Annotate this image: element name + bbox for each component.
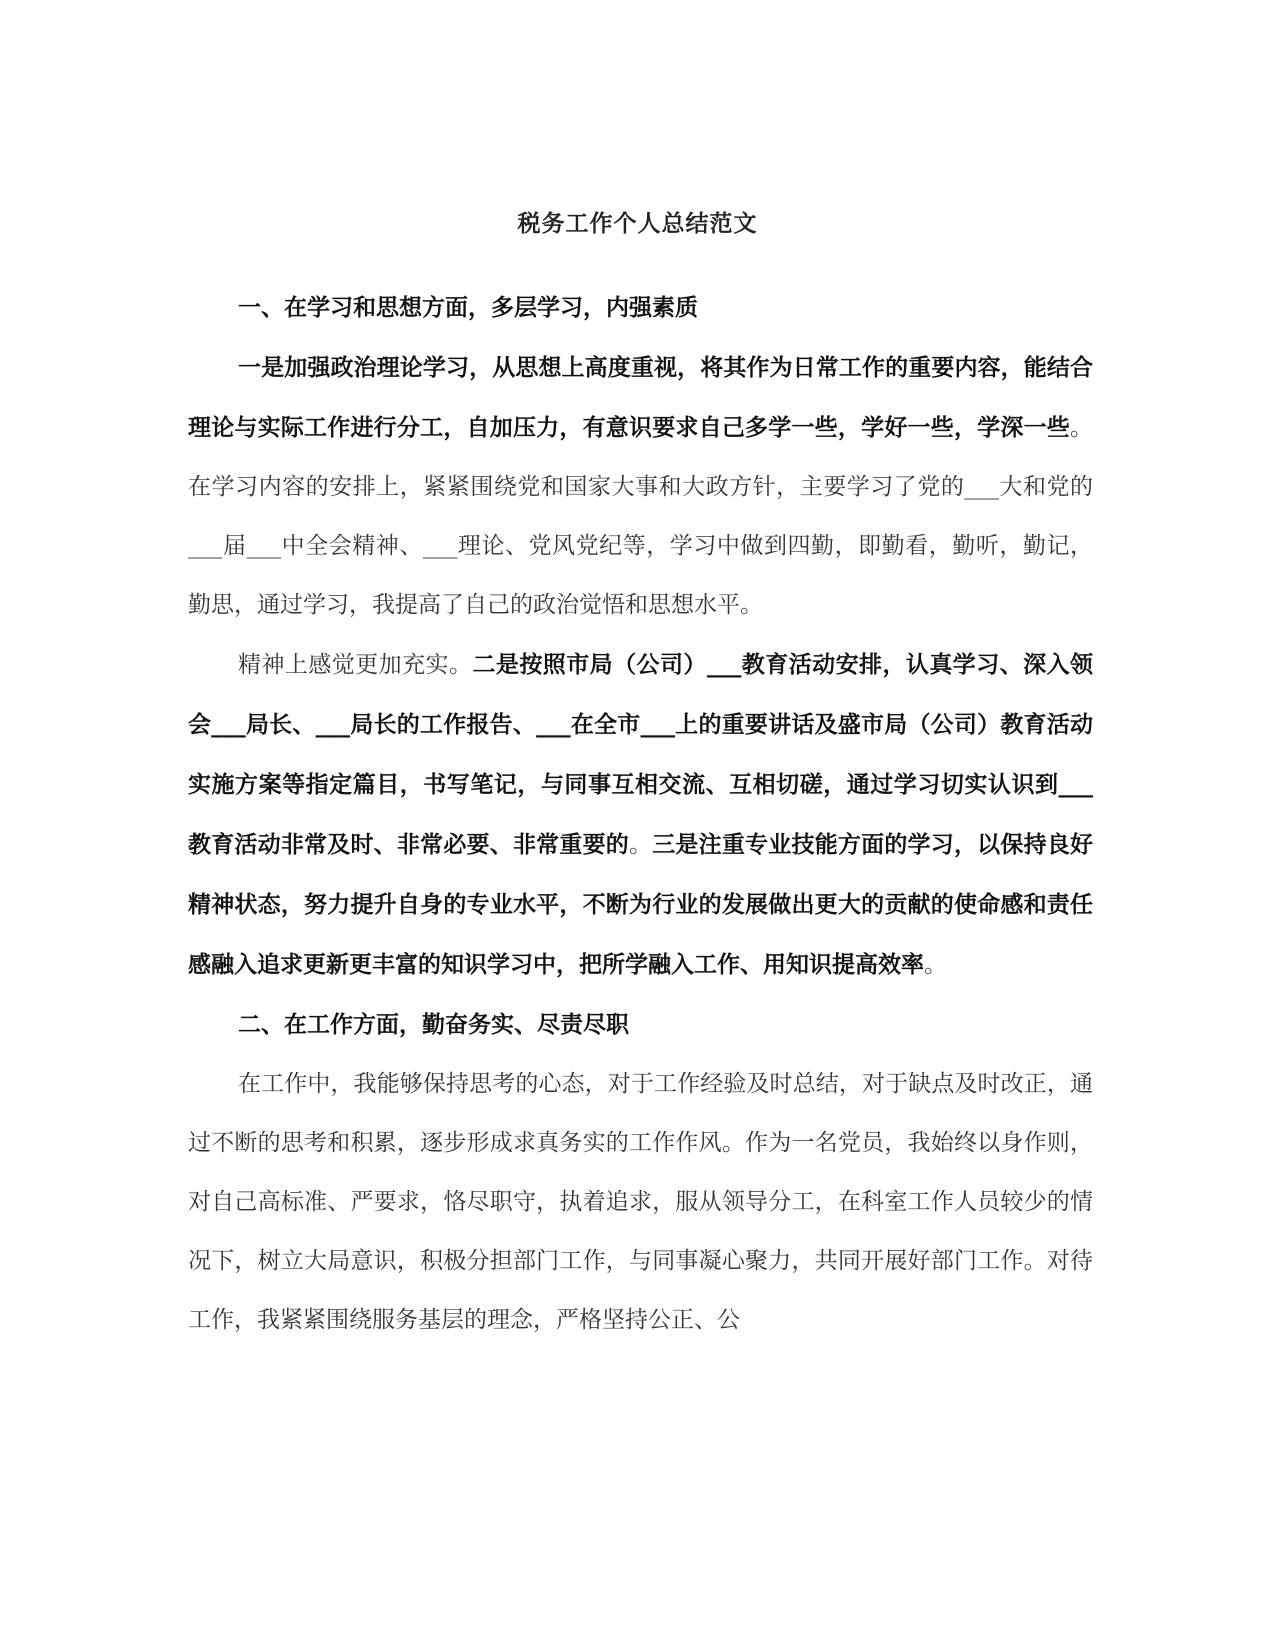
paragraph xyxy=(188,338,1093,635)
section-heading xyxy=(188,278,1093,338)
document-body xyxy=(188,278,1093,1350)
paragraph xyxy=(188,1055,1093,1350)
bold-text: 二是按照市局（公司）___教育活动安排，认真学习、深入领会___局长、___局长的工作报告、___在全市___上的重要讲话及盛市局（公司）教育活动实施方案等指定篇目，书写笔记，与同事互相交流、互相切磋，通过学习切实认识到___教育活动非常及时、非常必要、非常重要的 xyxy=(188,651,1094,858)
section-heading xyxy=(188,995,1093,1055)
bold-text: 三是注重专业技能方面的学习，以保持良好精神状态，努力提升自身的专业水平，不断为行业的发展做出更大的贡献的使命感和责任感融入追求更新更丰富的知识学习中，把所学融入工作、用知识提高效率 xyxy=(188,831,1094,978)
paragraph xyxy=(188,635,1093,995)
body-text: 精神上感觉更加充实。 xyxy=(238,652,473,678)
body-text: 在工作中，我能够保持思考的心态，对于工作经验及时总结，对于缺点及时改正，通过不断的思考和积累，逐步形成求真务实的工作作风。作为一名党员，我始终以身作则，对自己高标准、严要求，恪尽职守，执着追求，服从领导分工，在科室工作人员较少的情况下，树立大局意识，积极分担部门工作，与同事凝心聚力，共同开展好部门工作。对待工作，我紧紧围绕服务基层的理念，严格坚持公正、公 xyxy=(188,1071,1093,1333)
body-text: 。 xyxy=(629,832,653,858)
body-text: 。在学习内容的安排上，紧紧围绕党和国家大事和大政方针，主要学习了党的___大和党的___届___中全会精神、___理论、党风党纪等，学习中做到四勤，即勤看，勤听，勤记，勤思，通过学习，我提高了自己的政治觉悟和思想水平。 xyxy=(188,415,1093,618)
document-title: 税务工作个人总结范文 xyxy=(517,210,758,237)
heading-text: 二、在工作方面，勤奋务实、尽责尽职 xyxy=(238,1011,629,1038)
body-text: 。 xyxy=(924,952,947,978)
bold-text: 一是加强政治理论学习，从思想上高度重视，将其作为日常工作的重要内容，能结合理论与实际工作进行分工，自加压力，有意识要求自己多学一些，学好一些，学深一些 xyxy=(188,354,1093,441)
heading-text: 一、在学习和思想方面，多层学习，内强素质 xyxy=(238,294,698,321)
